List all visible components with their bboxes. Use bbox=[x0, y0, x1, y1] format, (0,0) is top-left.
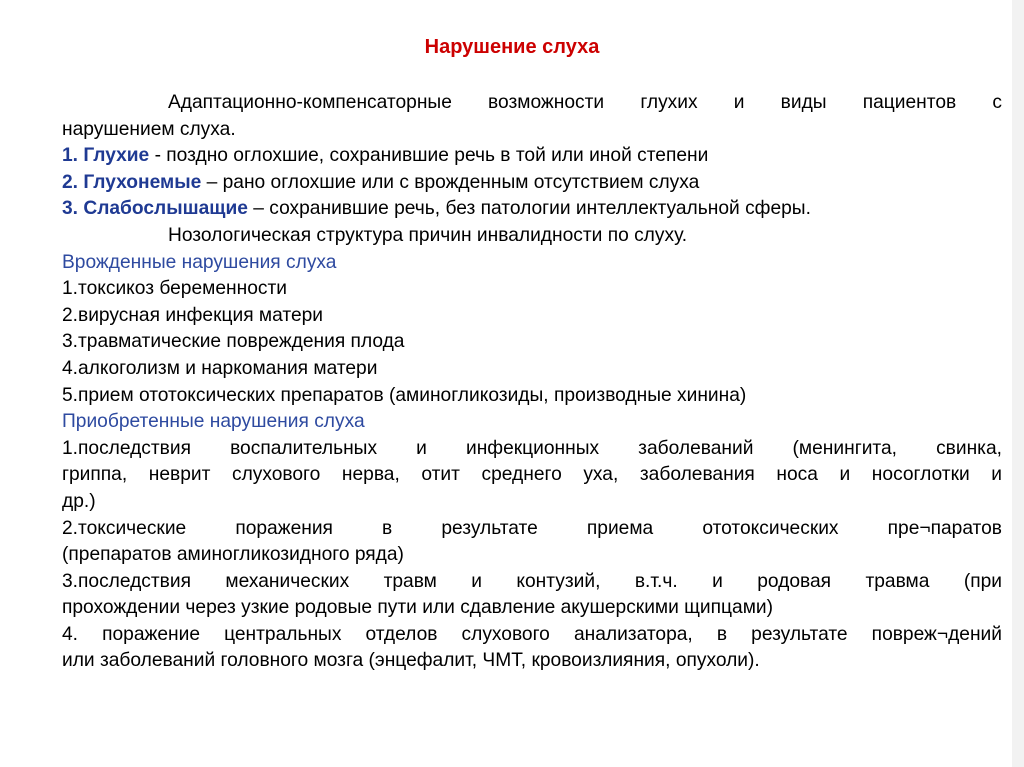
type-term: 3. Слабослышащие bbox=[62, 198, 248, 220]
list-item: 1.токсикоз беременности bbox=[62, 278, 287, 300]
type-desc: – сохранившие речь, без патологии интеллектуальной сферы. bbox=[247, 198, 811, 220]
acquired-item-3-line-1: 3.последствия механических травм и контузий, в.т.ч. и родовая травма (при bbox=[62, 570, 1002, 592]
type-term: 1. Глухие bbox=[62, 145, 150, 167]
acquired-item-1-line-3: др.) bbox=[62, 490, 96, 512]
type-desc: – рано оглохшие или с врожденным отсутствием слуха bbox=[201, 171, 700, 193]
acquired-item-2-line-2: (препаратов аминогликозидного ряда) bbox=[62, 544, 404, 566]
type-term: 2. Глухонемые bbox=[62, 171, 202, 193]
type-item-hard-of-hearing bbox=[62, 196, 1002, 223]
acquired-item-1-line-1: 1.последствия воспалительных и инфекционных заболеваний (менингита, свинка, bbox=[62, 437, 1002, 459]
list-item: 3.травматические повреждения плода bbox=[62, 331, 405, 353]
slide-content bbox=[62, 90, 1002, 675]
acquired-item-2-line-1: 2.токсические поражения в результате приема ототоксических пре¬паратов bbox=[62, 517, 1002, 539]
list-item: 5.прием ототоксических препаратов (аминогликозиды, производные хинина) bbox=[62, 384, 747, 406]
type-desc: - поздно оглохшие, сохранившие речь в той или иной степени bbox=[149, 145, 709, 167]
intro-line-1: Адаптационно-компенсаторные возможности глухих и виды пациентов с bbox=[168, 92, 1002, 113]
acquired-heading: Приобретенные нарушения слуха bbox=[62, 411, 365, 433]
acquired-item-4-line-2: или заболеваний головного мозга (энцефалит, ЧМТ, кровоизлияния, опухоли). bbox=[62, 650, 760, 672]
type-item-deaf-mute bbox=[62, 170, 1002, 197]
page-title: Нарушение слуха bbox=[424, 36, 600, 58]
acquired-item-3-line-2: прохождении через узкие родовые пути или сдавление акушерскими щипцами) bbox=[62, 597, 774, 619]
list-item: 4.алкоголизм и наркомания матери bbox=[62, 357, 378, 379]
type-item-deaf bbox=[62, 143, 1002, 170]
acquired-item-4-line-1: 4. поражение центральных отделов слухового анализатора, в результате повреж¬дений bbox=[62, 623, 1002, 645]
structure-heading: Нозологическая структура причин инвалидности по слуху. bbox=[168, 224, 688, 246]
congenital-heading: Врожденные нарушения слуха bbox=[62, 251, 337, 273]
list-item: 2.вирусная инфекция матери bbox=[62, 304, 323, 326]
slide-edge-bar bbox=[1012, 0, 1024, 767]
acquired-item-1-line-2: гриппа, неврит слухового нерва, отит среднего уха, заболевания носа и носоглотки и bbox=[62, 464, 1002, 486]
intro-line-2: нарушением слуха. bbox=[62, 118, 236, 140]
